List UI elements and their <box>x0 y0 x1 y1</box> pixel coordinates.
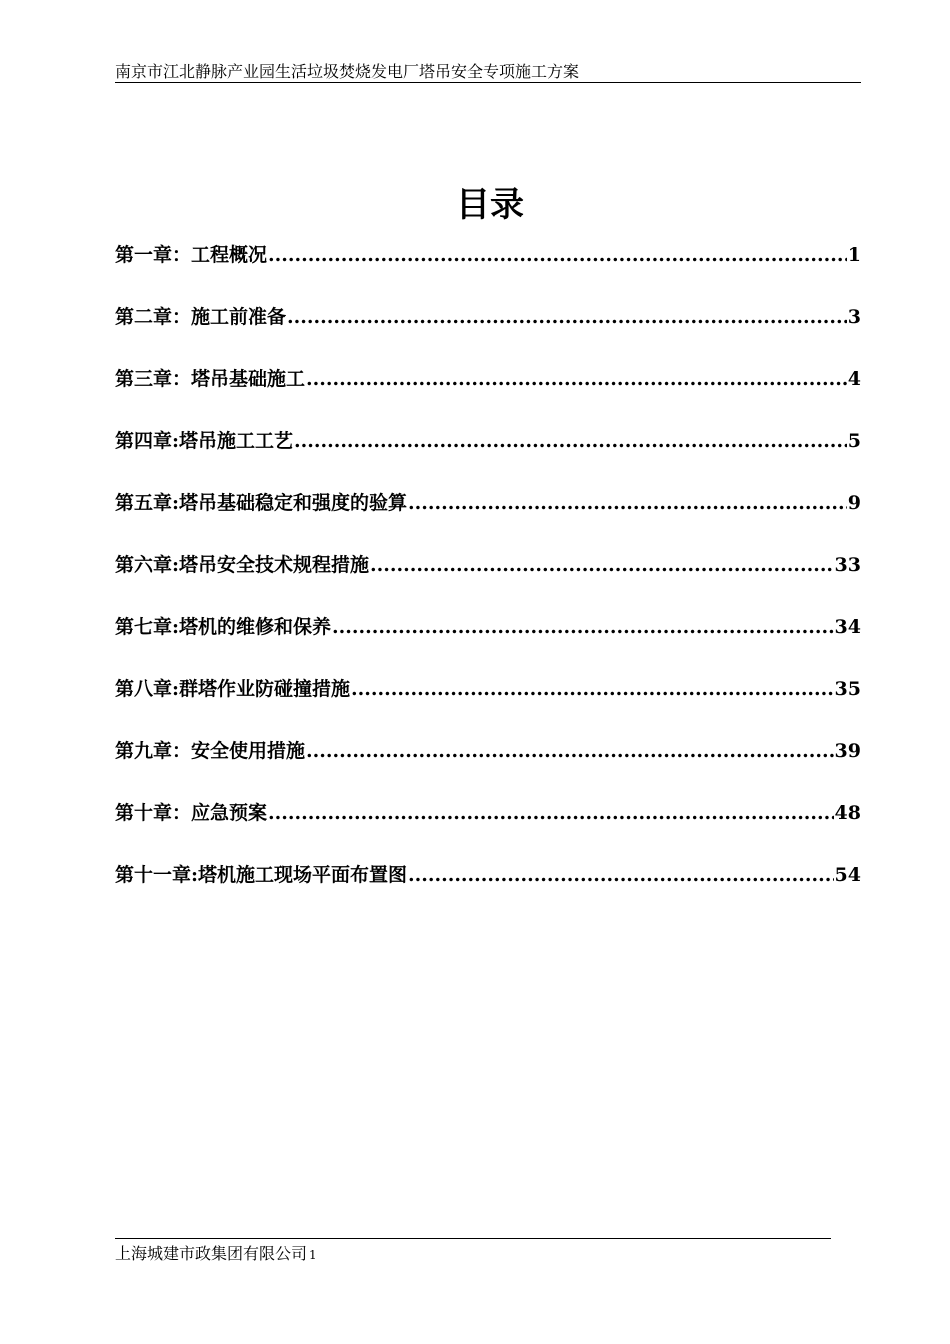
toc-item-label: 第六章:塔吊安全技术规程措施 <box>115 554 370 576</box>
toc-item[interactable] <box>115 240 861 302</box>
toc-dot-leader <box>408 488 847 518</box>
toc-item-page: 1 <box>847 244 861 266</box>
footer-company: 上海城建市政集团有限公司 <box>115 1244 308 1263</box>
page-header <box>115 62 861 83</box>
toc-item[interactable] <box>115 612 861 674</box>
toc-item-label: 第八章:群塔作业防碰撞措施 <box>115 678 351 700</box>
toc-dot-leader <box>351 674 834 704</box>
toc-item[interactable] <box>115 736 861 798</box>
toc-dot-leader <box>268 240 847 270</box>
toc-item-page: 5 <box>847 430 861 452</box>
footer-page-number: 1 <box>309 1248 317 1262</box>
toc-item-page: 34 <box>834 616 861 638</box>
toc-item-label: 第三章：塔吊基础施工 <box>115 368 306 390</box>
toc-dot-leader <box>408 860 834 890</box>
toc-dot-leader <box>268 798 834 828</box>
toc-dot-leader <box>306 364 847 394</box>
toc-item-label: 第十一章:塔机施工现场平面布置图 <box>115 864 408 886</box>
toc-item-label: 第一章：工程概况 <box>115 244 268 266</box>
page-title: 目录 <box>456 185 524 225</box>
toc-item-page: 35 <box>834 678 861 700</box>
toc-item-label: 第七章:塔机的维修和保养 <box>115 616 332 638</box>
toc-item-label: 第二章：施工前准备 <box>115 306 287 328</box>
toc-dot-leader <box>287 302 847 332</box>
table-of-contents <box>115 240 861 922</box>
toc-item-label: 第十章：应急预案 <box>115 802 268 824</box>
toc-item[interactable] <box>115 364 861 426</box>
page-footer <box>115 1238 831 1266</box>
toc-dot-leader <box>306 736 834 766</box>
toc-item[interactable] <box>115 860 861 922</box>
toc-item-label: 第四章:塔吊施工工艺 <box>115 430 294 452</box>
toc-item-label: 第五章:塔吊基础稳定和强度的验算 <box>115 492 408 514</box>
toc-item[interactable] <box>115 550 861 612</box>
toc-item-page: 9 <box>847 492 861 514</box>
toc-item-page: 4 <box>847 368 861 390</box>
toc-item-page: 48 <box>834 802 861 824</box>
toc-item[interactable] <box>115 674 861 736</box>
toc-dot-leader <box>294 426 847 456</box>
toc-item[interactable] <box>115 488 861 550</box>
toc-dot-leader <box>332 612 834 642</box>
toc-item-label: 第九章：安全使用措施 <box>115 740 306 762</box>
header-text: 南京市江北静脉产业园生活垃圾焚烧发电厂塔吊安全专项施工方案 <box>115 62 580 81</box>
toc-item[interactable] <box>115 302 861 364</box>
toc-dot-leader <box>370 550 834 580</box>
toc-item-page: 39 <box>834 740 861 762</box>
toc-item-page: 54 <box>834 864 861 886</box>
toc-item-page: 3 <box>847 306 861 328</box>
toc-item[interactable] <box>115 798 861 860</box>
toc-item-page: 33 <box>834 554 861 576</box>
toc-item[interactable] <box>115 426 861 488</box>
